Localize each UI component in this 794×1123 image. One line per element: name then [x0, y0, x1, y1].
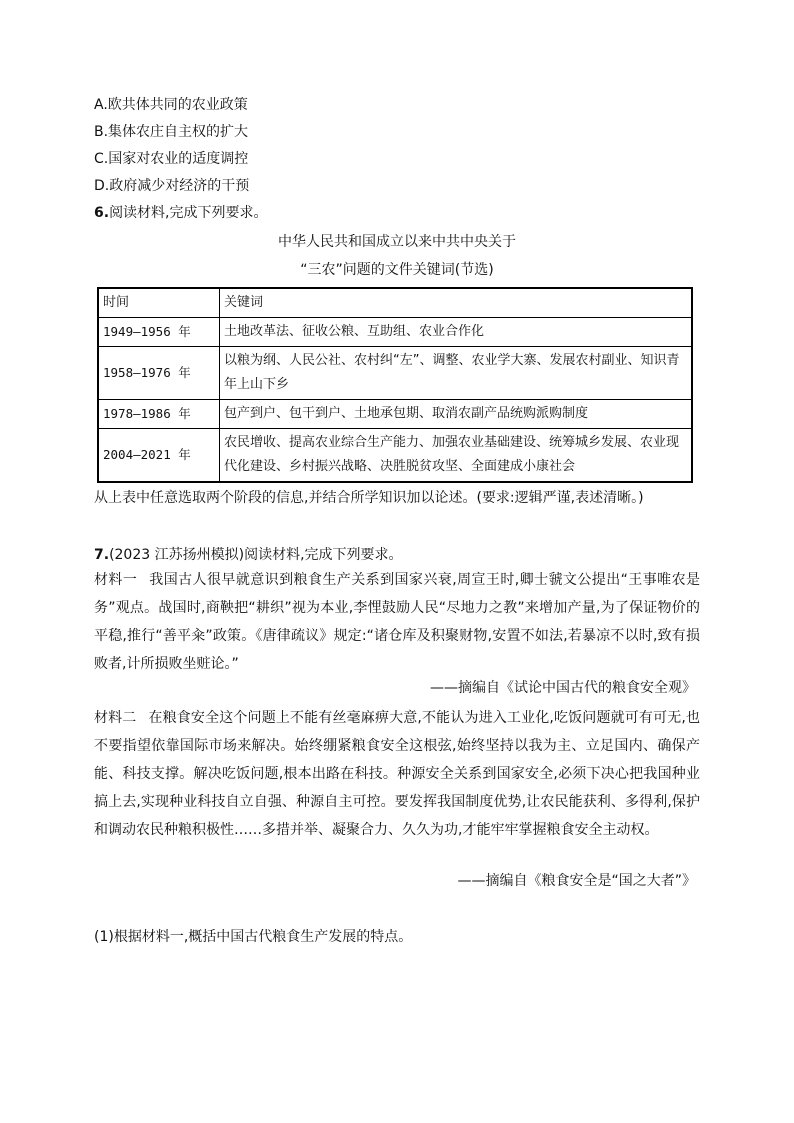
- option-c: C.国家对农业的适度调控: [94, 151, 249, 167]
- material-1-source: ——摘编自《试论中国古代的粮食安全观》: [430, 680, 696, 696]
- option-b: B.集体农庄自主权的扩大: [94, 124, 249, 140]
- table-cell-keywords: 农民增收、提高农业综合生产能力、加强农业基础建设、统筹城乡发展、农业现代化建设、乡村振兴战略、决胜脱贫攻坚、全面建成小康社会: [220, 429, 693, 483]
- material-2-text: 在粮食安全这个问题上不能有丝毫麻痹大意,不能认为进入工业化,吃饭问题就可有可无,也不要指望依靠国际市场来解决。始终绷紧粮食安全这根弦,始终坚持以我为主、立足国内、确保产能、科技支撑。解决吃饭问题,根本出路在科技。种源安全关系到国家安全,必须下决心把我国种业搞上去,实现种业科技自立自强、种源自主可控。要发挥我国制度优势,让农民能获利、多得利,保护和调动农民种粮积极性……多措并举、凝聚合力、久久为功,才能牢牢掌握粮食安全主动权。: [94, 710, 700, 838]
- table-cell-keywords: 以粮为纲、人民公社、农村纠“左”、调整、农业学大寨、发展农村副业、知识青年上山下乡: [220, 347, 693, 400]
- option-a: A.欧共体共同的农业政策: [94, 97, 248, 113]
- q6-instruction: 从上表中任意选取两个阶段的信息,并结合所学知识加以论述。(要求:逻辑严谨,表述清晰。): [94, 490, 644, 506]
- material-2-label: 材料二: [94, 710, 137, 726]
- q6-number: 6.: [94, 205, 110, 221]
- material-1: [94, 566, 700, 678]
- table-cell-period: 1958—1976 年: [98, 347, 220, 400]
- table-cell-keywords: 包产到户、包干到户、土地承包期、取消农副产品统购派购制度: [220, 400, 693, 429]
- table-header-time: 时间: [98, 288, 220, 318]
- material-1-label: 材料一: [94, 572, 138, 588]
- q6-prompt: 阅读材料,完成下列要求。: [109, 205, 268, 221]
- table-cell-period: 2004—2021 年: [98, 429, 220, 483]
- keywords-table: [97, 287, 693, 483]
- q7-number: 7.: [94, 547, 110, 563]
- material-1-text: 我国古人很早就意识到粮食生产关系到国家兴衰,周宣王时,卿士虢文公提出“王事唯农是务”观点。战国时,商鞅把“耕织”视为本业,李悝鼓励人民“尽地力之教”来增加产量,为了保证物价的平稳,推行“善平籴”政策。《唐律疏议》规定:“诸仓库及积聚财物,安置不如法,若暴凉不以时,致有损败者,计所损败坐赃论。”: [94, 572, 701, 672]
- table-row: [98, 400, 692, 429]
- table-caption-line1: 中华人民共和国成立以来中共中央关于: [278, 234, 516, 250]
- table-cell-period: 1978—1986 年: [98, 400, 220, 429]
- table-row: [98, 347, 692, 400]
- table-header-row: [98, 288, 692, 318]
- material-2-source: ——摘编自《粮食安全是“国之大者”》: [457, 873, 696, 889]
- option-d: D.政府减少对经济的干预: [94, 178, 250, 194]
- q7-subquestion-1: (1)根据材料一,概括中国古代粮食生产发展的特点。: [94, 929, 413, 945]
- table-row: [98, 429, 692, 483]
- material-2: [94, 704, 700, 844]
- table-cell-keywords: 土地改革法、征收公粮、互助组、农业合作化: [220, 318, 693, 347]
- table-row: [98, 318, 692, 347]
- q6-stem: [94, 203, 268, 223]
- q7-stem: [94, 545, 403, 565]
- table-caption-line2: “三农”问题的文件关键词(节选): [300, 262, 494, 278]
- table-header-keywords: 关键词: [220, 288, 693, 318]
- q7-prompt: (2023 江苏扬州模拟)阅读材料,完成下列要求。: [109, 547, 403, 563]
- table-cell-period: 1949—1956 年: [98, 318, 220, 347]
